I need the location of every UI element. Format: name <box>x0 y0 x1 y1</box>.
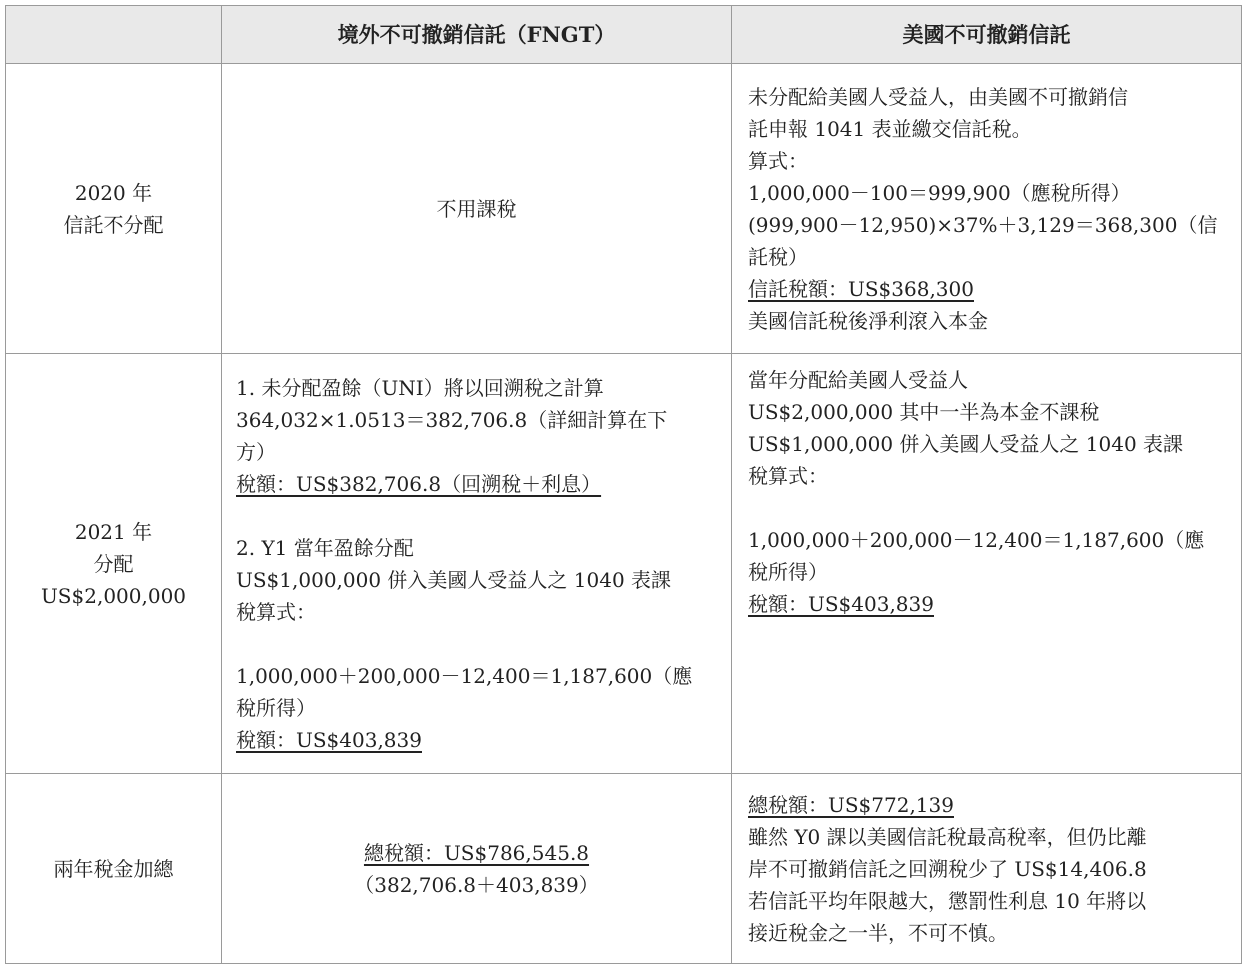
spacer <box>748 492 1227 524</box>
cell-line: 託稅） <box>748 244 808 269</box>
row-2021 <box>6 354 1242 774</box>
cell-line: US$2,000,000 其中一半為本金不課稅 <box>748 400 1100 424</box>
row-total-us <box>732 774 1242 964</box>
row-label-line: 2021 年 <box>74 519 153 544</box>
cell-line: 1,000,000＋200,000－12,400＝1,187,600（應 <box>236 663 693 688</box>
header-corner <box>6 6 222 64</box>
cell-line: 1. 未分配盈餘（UNI）將以回溯稅之計算 <box>236 375 604 400</box>
cell-line: 美國信託稅後淨利滾入本金 <box>748 308 988 333</box>
row-2021-fngt <box>222 354 732 774</box>
tax-amount: 稅額：US$403,839 <box>236 727 422 752</box>
cell-line: 稅算式： <box>236 599 316 624</box>
tax-amount: 稅額：US$403,839 <box>748 592 934 616</box>
cell-line: 1,000,000－100＝999,900（應稅所得） <box>748 180 1131 205</box>
cell-line: 接近稅金之一半，不可不慎。 <box>748 920 1008 945</box>
row-label-line: 信託不分配 <box>63 212 164 237</box>
cell-line: (999,900－12,950)×37%＋3,129＝368,300（信 <box>748 212 1218 237</box>
cell-line: 1,000,000＋200,000－12,400＝1,187,600（應 <box>748 528 1205 552</box>
cell-line: 364,032×1.0513＝382,706.8（詳細計算在下 <box>236 407 668 432</box>
row-total <box>6 774 1242 964</box>
header-row <box>6 6 1242 64</box>
row-label-line: 兩年稅金加總 <box>53 856 174 881</box>
cell-line: 託申報 1041 表並繳交信託稅。 <box>748 116 1032 141</box>
header-us-trust: 美國不可撤銷信託 <box>732 6 1242 64</box>
row-total-fngt <box>222 774 732 964</box>
row-2020-label <box>6 64 222 354</box>
spacer <box>236 500 717 532</box>
cell-line: 岸不可撤銷信託之回溯稅少了 US$14,406.8 <box>748 856 1147 881</box>
cell-line: 方） <box>236 439 276 464</box>
row-label-line: 分配 <box>93 551 134 576</box>
cell-line: 算式： <box>748 148 808 173</box>
cell-line: 稅算式： <box>748 464 828 488</box>
cell-line: 未分配給美國人受益人，由美國不可撤銷信 <box>748 84 1128 109</box>
row-2020-us <box>732 64 1242 354</box>
throwback-tax-amount: 稅額：US$382,706.8（回溯稅＋利息） <box>236 471 602 496</box>
cell-line: 雖然 Y0 課以美國信託稅最高稅率，但仍比離 <box>748 824 1147 849</box>
header-fngt: 境外不可撤銷信託（FNGT） <box>222 6 732 64</box>
row-2020 <box>6 64 1242 354</box>
total-tax-amount: 總稅額：US$786,545.8 <box>363 840 590 865</box>
total-tax-amount: 總稅額：US$772,139 <box>748 792 954 817</box>
row-2021-label <box>6 354 222 774</box>
trust-tax-amount: 信託稅額：US$368,300 <box>748 276 974 301</box>
cell-line: 稅所得） <box>236 695 316 720</box>
spacer <box>236 628 717 660</box>
cell-line: （382,706.8＋403,839） <box>354 872 599 897</box>
row-2020-fngt <box>222 64 732 354</box>
cell-line: 當年分配給美國人受益人 <box>748 368 968 392</box>
cell-line: 稅所得） <box>748 560 828 584</box>
row-label-line: 2020 年 <box>74 180 153 205</box>
cell-line: 若信託平均年限越大，懲罰性利息 10 年將以 <box>748 888 1147 913</box>
cell-line: 2. Y1 當年盈餘分配 <box>236 535 414 560</box>
cell-line: US$1,000,000 併入美國人受益人之 1040 表課 <box>236 567 672 592</box>
row-2021-us <box>732 354 1242 774</box>
row-label-line: US$2,000,000 <box>40 583 187 608</box>
tax-comparison-table <box>5 5 1242 964</box>
row-total-label <box>6 774 222 964</box>
cell-line: US$1,000,000 併入美國人受益人之 1040 表課 <box>748 432 1184 456</box>
cell-line: 不用課稅 <box>436 196 517 221</box>
